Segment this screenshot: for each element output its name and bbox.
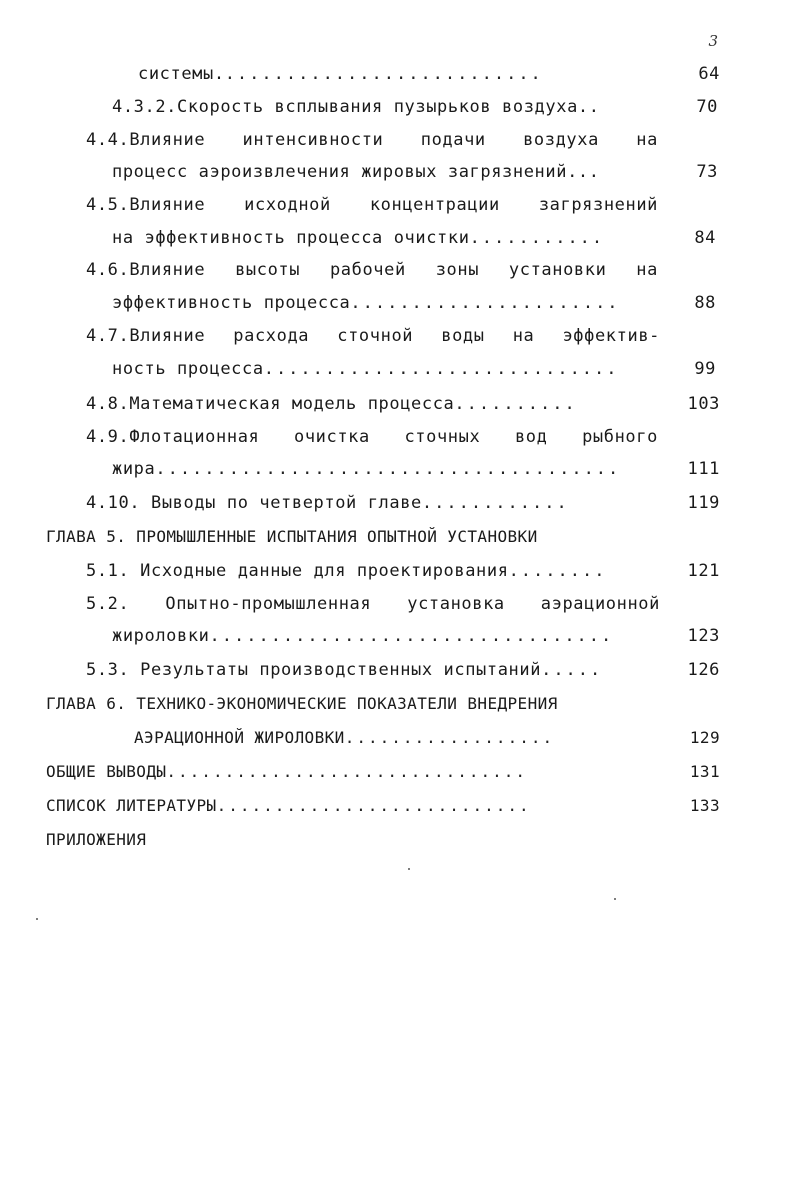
toc-entry [86, 491, 720, 515]
toc-word: аэрационной [540, 594, 660, 614]
toc-entry [86, 193, 658, 217]
toc-entry [112, 160, 718, 184]
toc-entry [86, 425, 658, 449]
toc-word: высоты [235, 260, 301, 280]
toc-word: концентрации [369, 195, 500, 215]
toc-word: Опытно-промышленная [165, 594, 372, 614]
toc-page-number: 133 [689, 796, 720, 815]
toc-entry [134, 726, 720, 750]
toc-entry-text: АЭРАЦИОННОЙ ЖИРОЛОВКИ [134, 728, 345, 747]
toc-entry-text: 5.1. Исходные данные для проектирования [86, 561, 509, 581]
toc-page-number: 121 [687, 561, 720, 581]
leader-dots: ........ [508, 561, 607, 581]
toc-entry [112, 226, 716, 250]
toc-entry [46, 794, 720, 818]
toc-word: 4.9.Флотационная [86, 427, 260, 447]
toc-entry-text [86, 193, 658, 217]
toc-entry-text: системы. [138, 64, 225, 84]
toc-entry-text [86, 258, 658, 282]
toc-word: на [636, 130, 658, 150]
toc-entry-text: ГЛАВА 5. ПРОМЫШЛЕННЫЕ ИСПЫТАНИЯ ОПЫТНОЙ УСТАНОВКИ [46, 527, 538, 546]
toc-page-number: 88 [694, 293, 716, 313]
toc-word: зоны [435, 260, 480, 280]
page-number: 3 [708, 32, 718, 50]
toc-chapter-heading [46, 692, 666, 716]
toc-word: установка [407, 594, 505, 614]
toc-word: интенсивности [242, 130, 384, 150]
toc-entry [112, 457, 720, 481]
toc-page-number: 129 [689, 728, 720, 747]
toc-word: очистка [293, 427, 370, 447]
leader-dots: .......................... [224, 64, 543, 84]
toc-entry-text: 4.10. Выводы по четвертой главе [86, 493, 422, 513]
leader-dots: ..... [541, 660, 603, 680]
toc-page-number: 99 [694, 359, 716, 379]
toc-word: подачи [420, 130, 486, 150]
toc-chapter-heading [46, 525, 666, 549]
toc-word: загрязнений [538, 195, 658, 215]
toc-word: эффектив- [562, 326, 660, 346]
toc-entry-text [86, 128, 658, 152]
toc-word: сточной [337, 326, 414, 346]
toc-word: установки [508, 260, 607, 280]
toc-entry-text: СПИСОК ЛИТЕРАТУРЫ [46, 796, 217, 815]
toc-entry-text: 4.8.Математическая модель процесса [86, 394, 455, 414]
toc-word: рабочей [329, 260, 406, 280]
toc-entry-text: эффективность процесса [112, 293, 351, 313]
toc-entry-text [86, 592, 660, 616]
toc-word: воздуха [523, 130, 599, 150]
toc-word: 4.5.Влияние [86, 195, 206, 215]
toc-entry [112, 624, 720, 648]
toc-page-number: 70 [696, 97, 718, 117]
toc-entry [86, 258, 658, 282]
toc-entry [86, 392, 720, 416]
leader-dots: ...................... [350, 293, 620, 313]
toc-word: 4.6.Влияние [86, 260, 206, 280]
toc-entry [112, 291, 716, 315]
leader-dots: ........................... [216, 796, 531, 815]
toc-entry [46, 828, 346, 852]
toc-entry-text [86, 324, 660, 348]
toc-page-number: 119 [687, 493, 720, 513]
toc-entry-text: ОБЩИЕ ВЫВОДЫ [46, 762, 167, 781]
toc-page-number: 131 [689, 762, 720, 781]
scan-speck [614, 898, 616, 900]
toc-entry-text: жира [112, 459, 156, 479]
toc-entry-text: жироловки [112, 626, 210, 646]
toc-entry [86, 592, 660, 616]
toc-entry [86, 559, 720, 583]
leader-dots: ............ [421, 493, 569, 513]
toc-entry [86, 128, 658, 152]
toc-entry [86, 658, 720, 682]
toc-word: на [636, 260, 658, 280]
scan-speck [408, 868, 410, 870]
scan-speck [36, 918, 38, 920]
toc-word: расхода [233, 326, 310, 346]
leader-dots: ............................. [263, 359, 619, 379]
leader-dots: .................. [344, 728, 555, 747]
toc-word: на [512, 326, 535, 346]
toc-word: рыбного [582, 427, 658, 447]
toc-entry-text: 5.3. Результаты производственных испытаний [86, 660, 542, 680]
leader-dots: ........... [469, 228, 605, 248]
toc-entry-text: процесс аэроизвлечения жировых загрязнений... [112, 162, 600, 182]
toc-page-number: 103 [687, 394, 720, 414]
toc-entry [112, 357, 716, 381]
toc-entry [86, 324, 660, 348]
toc-entry [112, 95, 718, 119]
toc-word: сточных [404, 427, 481, 447]
toc-page-number: 123 [687, 626, 720, 646]
toc-word: 4.4.Влияние [86, 130, 206, 150]
toc-word: исходной [244, 195, 331, 215]
toc-entry-text: ПРИЛОЖЕНИЯ [46, 830, 147, 849]
toc-entry-text [86, 425, 658, 449]
toc-page-number: 126 [687, 660, 720, 680]
leader-dots: .......... [454, 394, 577, 414]
toc-word: воды [441, 326, 485, 346]
toc-page-number: 111 [687, 459, 720, 479]
toc-entry-text: ность процесса [112, 359, 264, 379]
toc-entry [46, 760, 720, 784]
toc-page-number: 64 [698, 64, 720, 84]
leader-dots: ............................... [166, 762, 528, 781]
leader-dots: ...................................... [155, 459, 621, 479]
toc-entry [138, 62, 720, 86]
toc-entry-text: 4.3.2.Скорость всплывания пузырьков воздуха.. [112, 97, 600, 117]
toc-entry-text: на эффективность процесса очистки [112, 228, 470, 248]
toc-word: вод [514, 427, 548, 447]
leader-dots: ................................. [209, 626, 614, 646]
toc-word: 5.2. [86, 594, 130, 614]
toc-page-number: 84 [694, 228, 716, 248]
toc-entry-text: ГЛАВА 6. ТЕХНИКО-ЭКОНОМИЧЕСКИЕ ПОКАЗАТЕЛИ ВНЕДРЕНИЯ [46, 694, 558, 713]
toc-word: 4.7.Влияние [86, 326, 206, 346]
toc-page-number: 73 [696, 162, 718, 182]
